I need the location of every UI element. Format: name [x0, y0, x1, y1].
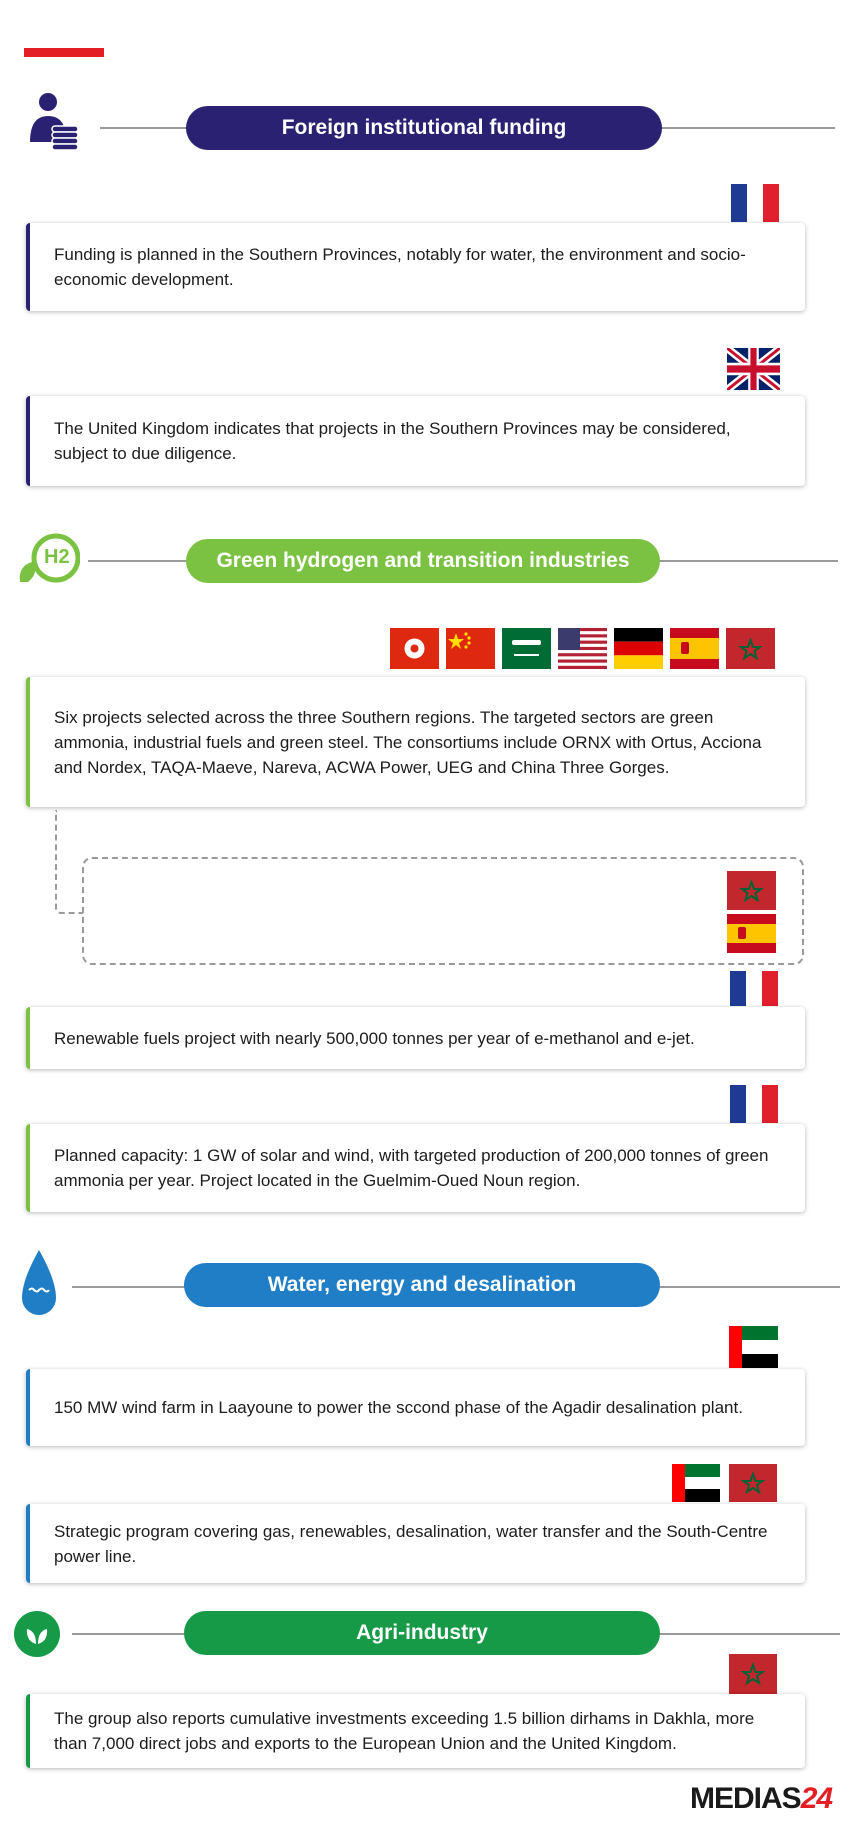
flag-france: [730, 1085, 778, 1123]
info-card: [26, 396, 805, 486]
accent-bar: [24, 48, 104, 57]
logo-text: MEDIAS: [690, 1782, 801, 1815]
flag-united-kingdom: [727, 348, 780, 390]
flag-spain: [727, 914, 776, 953]
section-title-green-hydrogen: Green hydrogen and transition industries: [186, 539, 660, 583]
info-card: [26, 677, 805, 807]
card-text: Planned capacity: 1 GW of solar and wind, with targeted production of 200,000 tonnes of green ammonia per year. Project located in the Guelmim-Oued Noun region.: [54, 1146, 769, 1190]
info-card: [26, 223, 805, 311]
info-card: [26, 1369, 805, 1446]
h2-label: H2: [44, 546, 70, 568]
flag-hong-kong: [390, 628, 439, 669]
logo-number: 24: [800, 1782, 833, 1815]
water-drop-icon: [20, 1250, 58, 1318]
flag-saudi-arabia: [502, 628, 551, 669]
flag-united-arab-emirates: [672, 1464, 720, 1502]
flag-france: [730, 971, 778, 1006]
flag-germany: [614, 628, 663, 669]
info-card: [26, 1007, 805, 1069]
info-card: [26, 1124, 805, 1212]
flag-united-states: [558, 628, 607, 669]
flag-france: [731, 184, 779, 222]
flag-morocco: [727, 871, 776, 910]
card-text: The group also reports cumulative investments exceeding 1.5 billion dirhams in Dakhla, more than 7,000 direct jobs and exports to the European Union and the United Kingdom.: [54, 1709, 755, 1753]
flag-morocco: [729, 1654, 777, 1694]
card-text: Funding is planned in the Southern Provinces, notably for water, the environment and socio-economic development.: [54, 245, 746, 289]
flag-morocco: [729, 1464, 777, 1502]
card-text: The United Kingdom indicates that projects in the Southern Provinces may be considered, subject to due diligence.: [54, 419, 731, 463]
card-text: 150 MW wind farm in Laayoune to power the sccond phase of the Agadir desalination plant.: [54, 1398, 743, 1417]
card-text: Renewable fuels project with nearly 500,000 tonnes per year of e-methanol and e-jet.: [54, 1028, 695, 1048]
investor-coins-icon: [28, 92, 82, 150]
card-text: Six projects selected across the three Southern regions. The targeted sectors are green ammonia, industrial fuels and green steel. The consortiums include ORNX with Ortus, Acciona and Nordex, TAQA-Maeve, Nareva, ACWA Power, UEG and China Three Gorges.: [54, 707, 762, 777]
dashed-connector: [55, 810, 83, 914]
flag-spain: [670, 628, 719, 669]
flag-china: [446, 628, 495, 669]
dashed-callout-box: [82, 857, 804, 965]
card-text: Strategic program covering gas, renewables, desalination, water transfer and the South-Centre power line.: [54, 1521, 768, 1566]
sprout-leaf-icon: [14, 1611, 60, 1657]
section-title-water-energy: Water, energy and desalination: [184, 1263, 660, 1307]
section-title-agri-industry: Agri-industry: [184, 1611, 660, 1655]
flag-morocco: [726, 628, 775, 669]
section-title-foreign-funding: Foreign institutional funding: [186, 106, 662, 150]
flag-united-arab-emirates: [729, 1326, 778, 1368]
info-card: [26, 1694, 805, 1768]
h2-hydrogen-icon: [14, 532, 80, 588]
medias24-logo: [690, 1782, 832, 1816]
info-card: [26, 1504, 805, 1583]
